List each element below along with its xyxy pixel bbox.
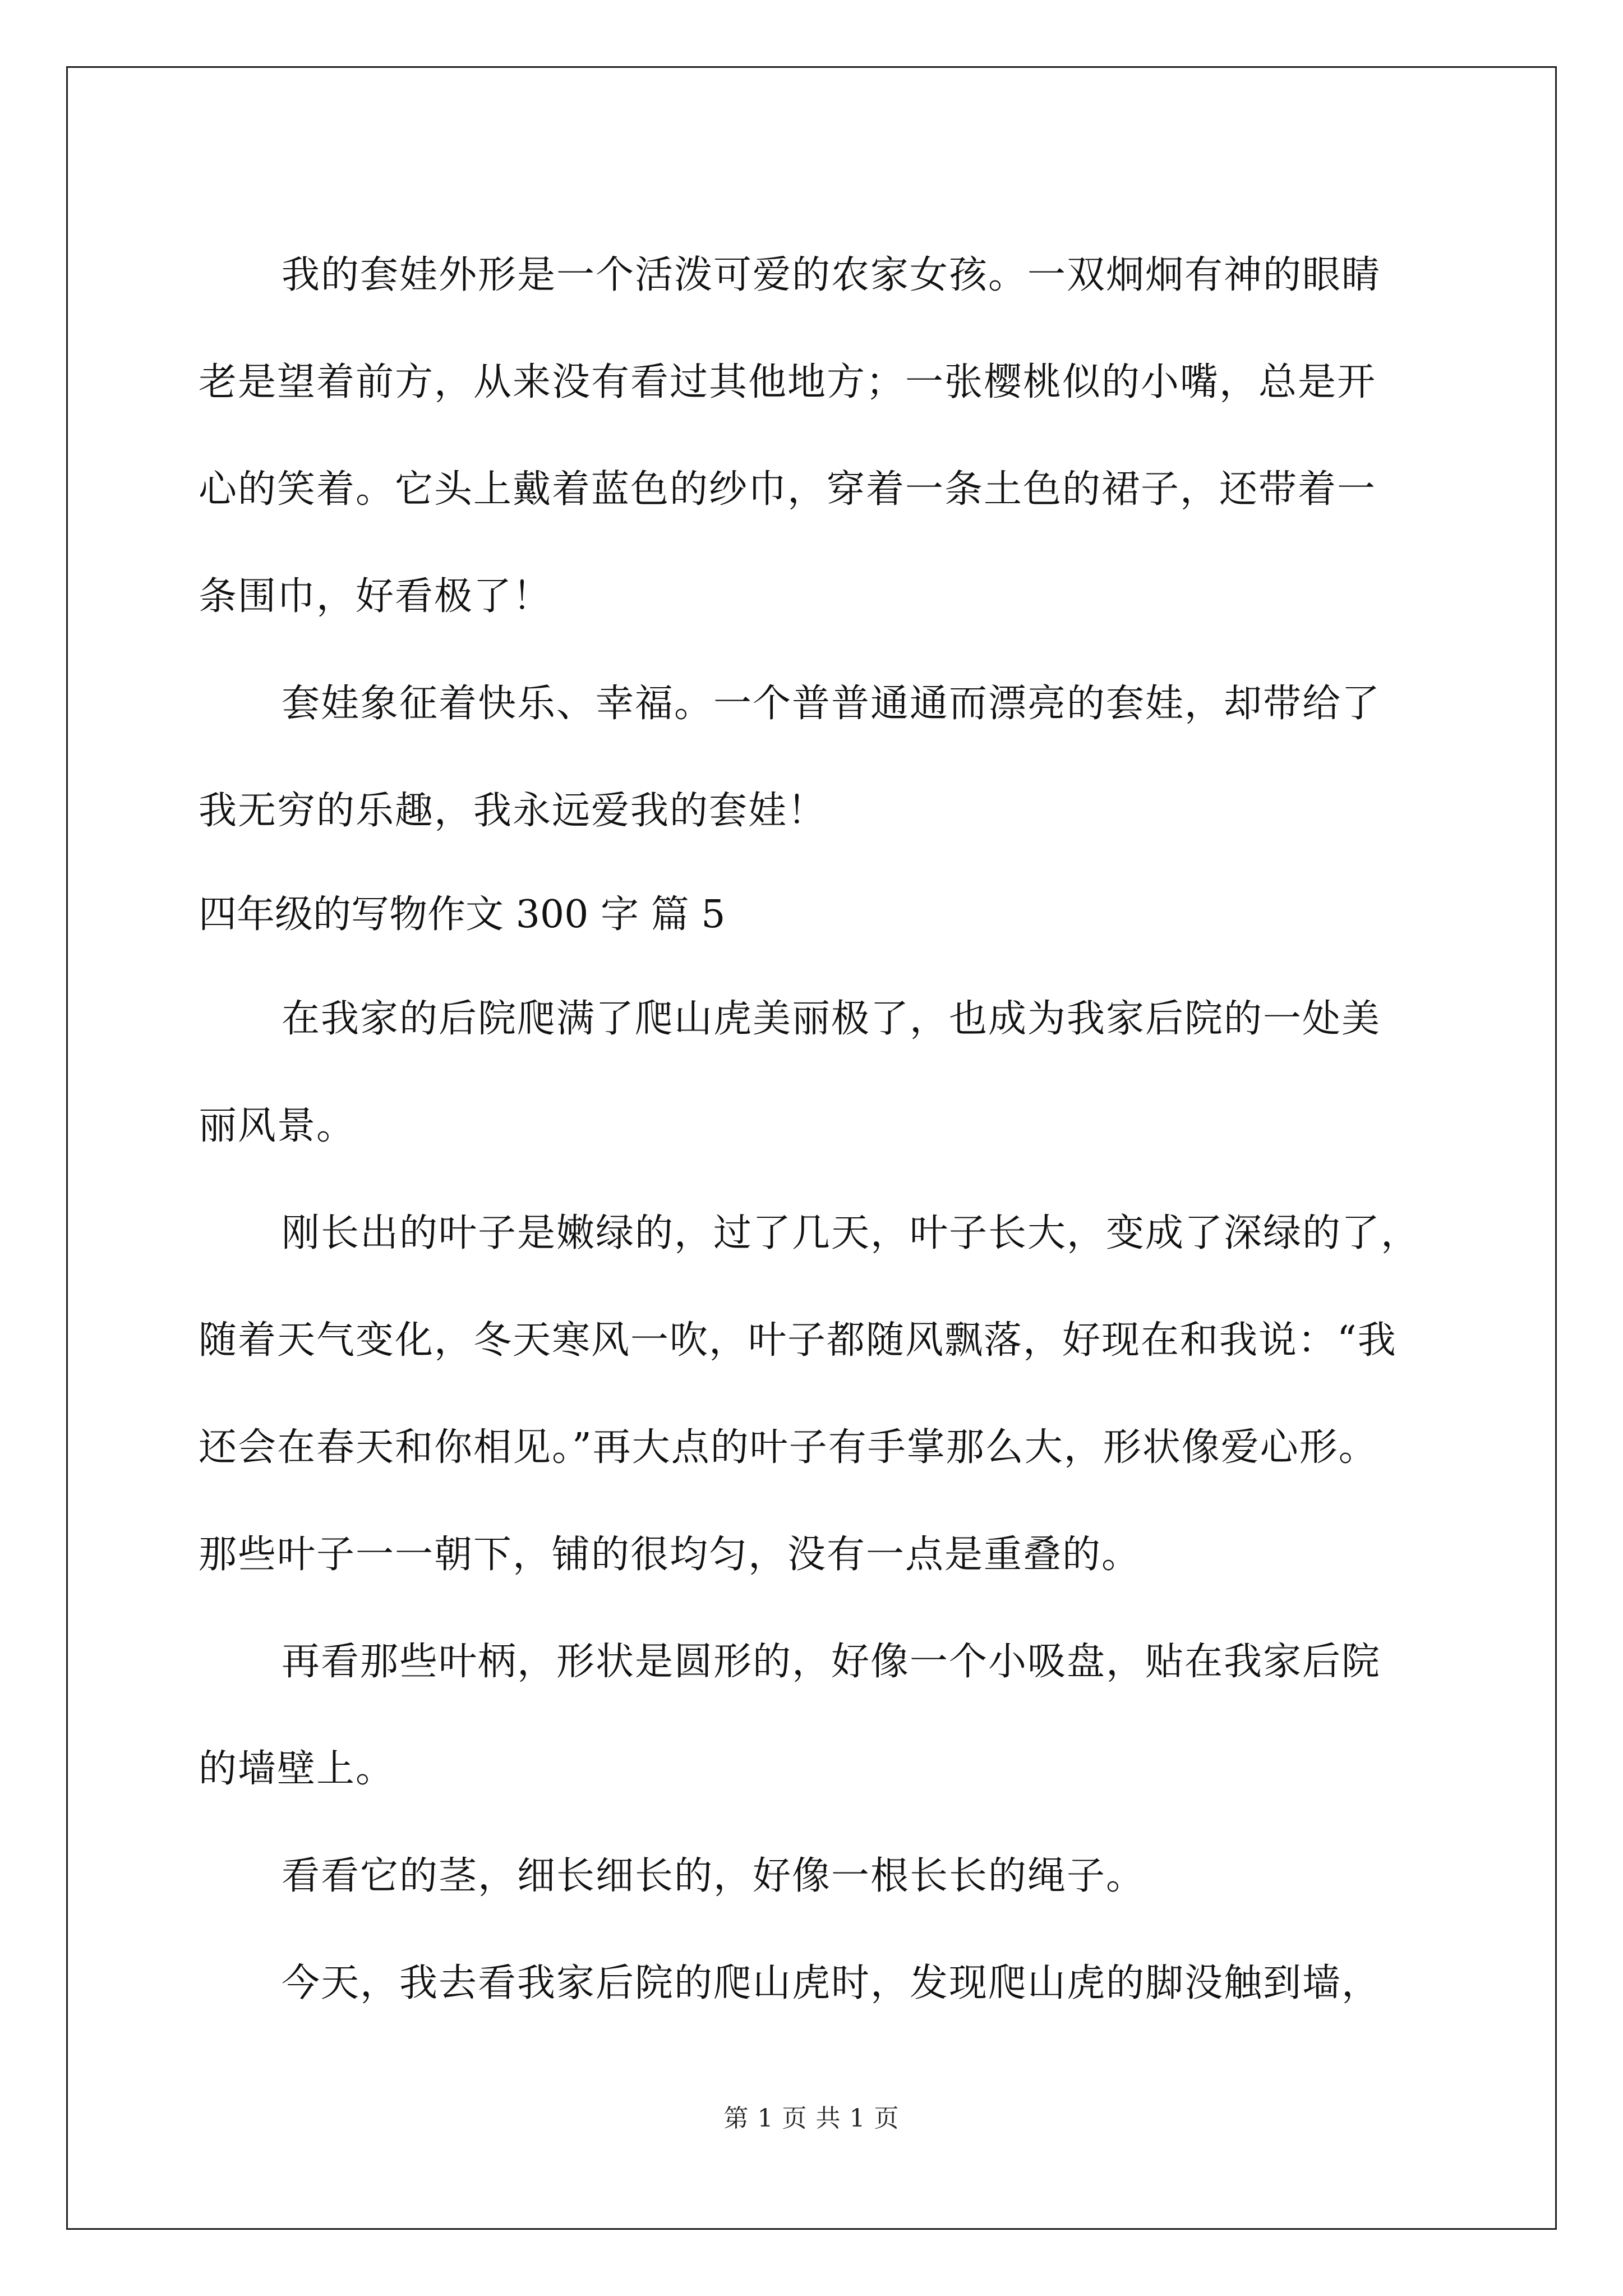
paragraph-line: 随着天气变化，冬天寒风一吹，叶子都随风飘落，好现在和我说：“我 xyxy=(199,1318,1397,1363)
paragraph-line: 还会在春天和你相见。”再大点的叶子有手掌那么大，形状像爱心形。 xyxy=(199,1425,1378,1470)
paragraph-line: 丽风景。 xyxy=(199,1104,356,1148)
paragraph-line: 老是望着前方，从来没有看过其他地方；一张樱桃似的小嘴，总是开 xyxy=(199,360,1377,404)
page-number-footer: 第 1 页 共 1 页 xyxy=(723,2104,900,2133)
paragraph-line: 我的套娃外形是一个活泼可爱的农家女孩。一双炯炯有神的眼睛 xyxy=(282,253,1381,297)
paragraph-line: 再看那些叶柄，形状是圆形的，好像一个小吸盘，贴在我家后院 xyxy=(282,1640,1381,1684)
paragraph-line: 的墙壁上。 xyxy=(199,1747,395,1791)
paragraph-line: 我无穷的乐趣，我永远爱我的套娃！ xyxy=(199,789,827,833)
section-heading: 四年级的写物作文 300 字 篇 5 xyxy=(199,892,726,937)
paragraph-line: 刚长出的叶子是嫩绿的，过了几天，叶子长大，变成了深绿的了， xyxy=(282,1211,1421,1255)
paragraph-line: 心的笑着。它头上戴着蓝色的纱巾，穿着一条土色的裙子，还带着一 xyxy=(199,467,1377,512)
paragraph-line: 条围巾，好看极了！ xyxy=(199,574,552,619)
paragraph-line: 在我家的后院爬满了爬山虎美丽极了，也成为我家后院的一处美 xyxy=(282,997,1381,1041)
paragraph-line: 那些叶子一一朝下，铺的很均匀，没有一点是重叠的。 xyxy=(199,1533,1141,1577)
paragraph-line: 套娃象征着快乐、幸福。一个普普通通而漂亮的套娃，却带给了 xyxy=(282,682,1381,726)
document-body xyxy=(199,222,1432,2037)
paragraph-line: 今天，我去看我家后院的爬山虎时，发现爬山虎的脚没触到墙， xyxy=(282,1961,1381,2005)
paragraph-line: 看看它的茎，细长细长的，好像一根长长的绳子。 xyxy=(282,1854,1146,1898)
